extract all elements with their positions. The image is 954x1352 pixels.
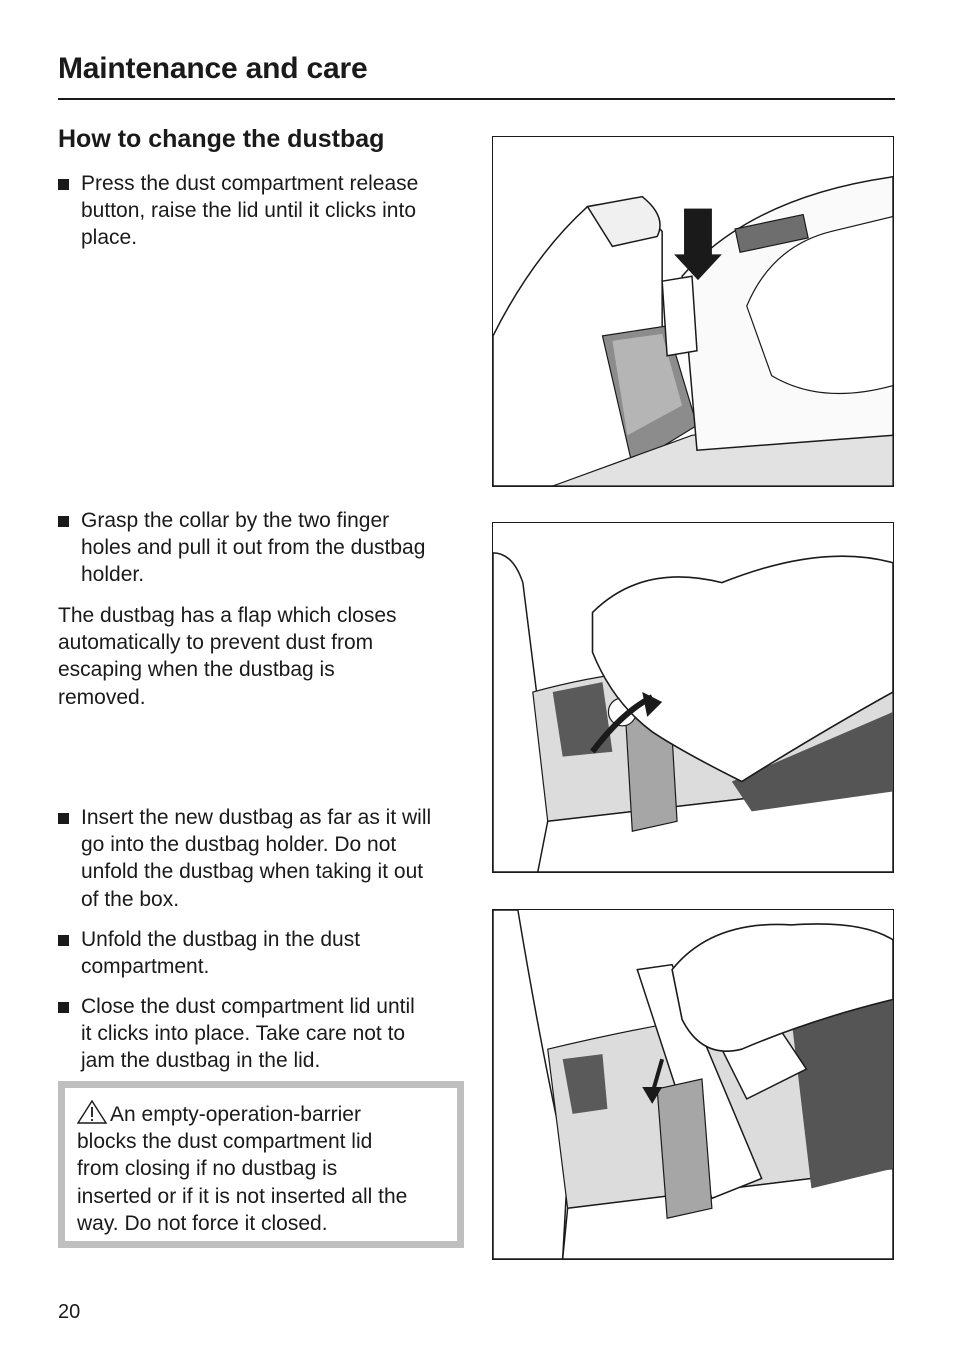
- page-number: 20: [58, 1301, 81, 1323]
- step-unfold-dustbag: Unfold the dustbag in the dust compartment.: [58, 926, 468, 980]
- figure-remove-collar: [492, 522, 894, 873]
- bullet-square-icon: [58, 1002, 69, 1013]
- warning-text: An empty-operation-barrier blocks the dust compartment lid from closing if no dustbag is inserted or if it is not inserted all the way. Do not force it closed.: [77, 1100, 452, 1237]
- section-title: How to change the dustbag: [58, 125, 385, 153]
- bullet-square-icon: [58, 179, 69, 190]
- warning-box: [58, 1081, 464, 1248]
- step-close-lid: Close the dust compartment lid until it clicks into place. Take care not to jam the dustbag in the lid.: [58, 993, 468, 1075]
- step-press-release-button: Press the dust compartment release button, raise the lid until it clicks into place.: [58, 170, 468, 252]
- bullet-square-icon: [58, 813, 69, 824]
- header-divider: [58, 98, 895, 100]
- figure-insert-dustbag: [492, 909, 894, 1260]
- bullet-square-icon: [58, 516, 69, 527]
- flap-note: The dustbag has a flap which closes automatically to prevent dust from escaping when the dustbag is removed.: [58, 604, 397, 709]
- step-insert-new-dustbag: Insert the new dustbag as far as it will go into the dustbag holder. Do not unfold the dustbag when taking it out of the box.: [58, 804, 468, 913]
- bullet-square-icon: [58, 935, 69, 946]
- figure-open-lid: [492, 136, 894, 487]
- warning-triangle-icon: [77, 1100, 107, 1124]
- page-title: Maintenance and care: [58, 52, 368, 85]
- step-grasp-collar: Grasp the collar by the two finger holes and pull it out from the dustbag holder.: [58, 507, 468, 589]
